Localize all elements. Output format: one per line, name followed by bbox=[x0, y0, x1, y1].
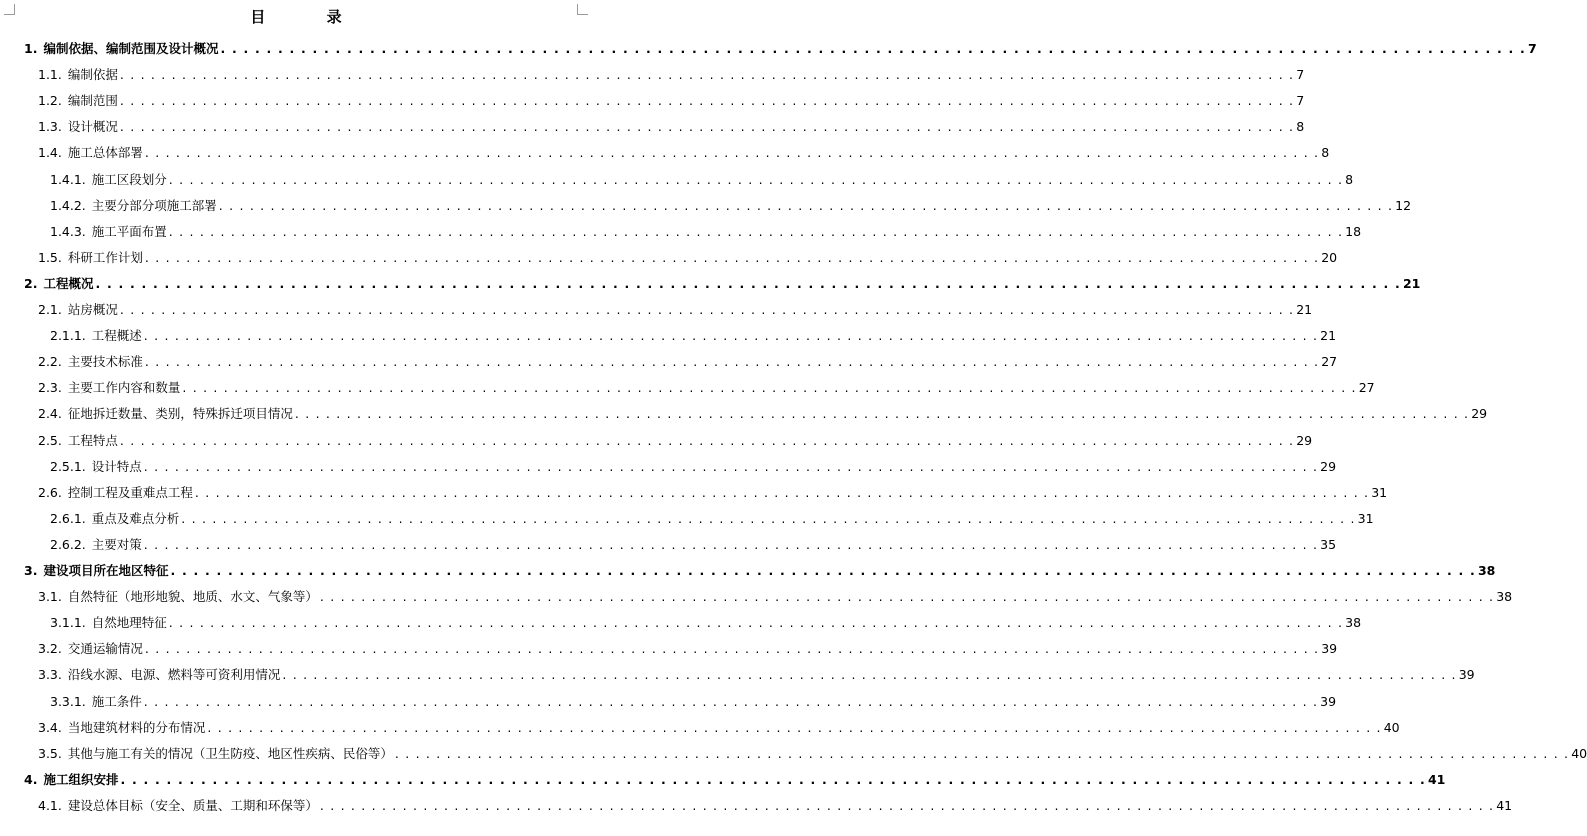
toc-entry-number: 3.5. bbox=[38, 745, 62, 761]
dot-leader: . . . . . . . . . . . . . . . . . . . . . . . . . . . . . . . . . . . . . . . . . . . . . . . . . . . . . . . . . . . . . . . . . . . . . . . . . . . . . . . . . . . . . . . . . . . . . . . . . . . . . . . . . . . . . . . . . . bbox=[144, 354, 1320, 370]
toc-entry-number: 3.3.1. bbox=[50, 693, 86, 709]
toc-entry-number: 4. bbox=[24, 771, 38, 787]
toc-entry-text: 站房概况 bbox=[67, 302, 118, 317]
toc-entry-number: 2.5. bbox=[38, 432, 62, 448]
toc-entry-text: 自然特征（地形地貌、地质、水文、气象等） bbox=[67, 589, 318, 605]
dot-leader: . . . . . . . . . . . . . . . . . . . . . . . . . . . . . . . . . . . . . . . . . . . . . . . . . . . . . . . . . . . . . . . . . . . . . . . . . . . . . . . . . . . . . . . . . . . . . . . . . . . . . . . . . . . . . . . . . . bbox=[95, 275, 1401, 291]
toc-entry[interactable] bbox=[50, 612, 1362, 634]
toc-entry-text: 主要技术标准 bbox=[67, 354, 143, 370]
toc-entry-text: 主要工作内容和数量 bbox=[67, 380, 181, 396]
toc-entry[interactable] bbox=[38, 247, 1338, 269]
toc-entry[interactable] bbox=[50, 534, 1337, 556]
toc-entry-text: 其他与施工有关的情况（卫生防疫、地区性疾病、民俗等） bbox=[67, 745, 393, 761]
toc-entry-page: 38 bbox=[1496, 589, 1513, 605]
toc-entry-page: 21 bbox=[1402, 275, 1421, 291]
toc-entry-number: 1.4.3. bbox=[50, 223, 86, 239]
toc-title: 目 录 bbox=[250, 8, 370, 26]
toc-entry-number: 2.3. bbox=[38, 380, 62, 396]
toc-entry[interactable] bbox=[38, 743, 1587, 765]
dot-leader: . . . . . . . . . . . . . . . . . . . . . . . . . . . . . . . . . . . . . . . . . . . . . . . . . . . . . . . . . . . . . . . . . . . . . . . . . . . . . . . . . . . . . . . . . . . . . . . . . . . . . . . . . . . . . . . . . . bbox=[119, 93, 1295, 109]
toc-entry-page: 8 bbox=[1321, 145, 1330, 161]
toc-entry-text: 工程概况 bbox=[43, 275, 94, 291]
toc-entry[interactable] bbox=[50, 691, 1337, 713]
toc-entry-page: 29 bbox=[1296, 432, 1313, 448]
toc-entry[interactable] bbox=[38, 430, 1313, 452]
toc-entry[interactable] bbox=[38, 403, 1488, 425]
toc-entry-page: 12 bbox=[1395, 197, 1412, 213]
toc-entry-text: 建设总体目标（安全、质量、工期和环保等） bbox=[67, 797, 318, 813]
toc-entry-text: 科研工作计划 bbox=[67, 249, 143, 265]
toc-entry-number: 2.6. bbox=[38, 484, 62, 500]
toc-entry-page: 21 bbox=[1296, 302, 1313, 317]
toc-entry[interactable] bbox=[38, 116, 1305, 138]
toc-entry-text: 建设项目所在地区特征 bbox=[43, 563, 169, 578]
toc-entry-page: 39 bbox=[1320, 693, 1337, 709]
toc-entry-text: 工程特点 bbox=[67, 432, 118, 448]
dot-leader: . . . . . . . . . . . . . . . . . . . . . . . . . . . . . . . . . . . . . . . . . . . . . . . . . . . . . . . . . . . . . . . . . . . . . . . . . . . . . . . . . . . . . . . . . . . . . . . . . . . . . . . . . . . . . . . . . . bbox=[144, 145, 1320, 161]
toc-entry-number: 1.5. bbox=[38, 249, 62, 265]
toc-entry-number: 3.1. bbox=[38, 589, 62, 605]
toc-entry-text: 编制依据、编制范围及设计概况 bbox=[43, 41, 219, 56]
dot-leader: . . . . . . . . . . . . . . . . . . . . . . . . . . . . . . . . . . . . . . . . . . . . . . . . . . . . . . . . . . . . . . . . . . . . . . . . . . . . . . . . . . . . . . . . . . . . . . . . . . . . . . . . . . . . . . . . . . bbox=[170, 563, 1476, 578]
toc-entry-text: 征地拆迁数量、类别，特殊拆迁项目情况 bbox=[67, 406, 293, 422]
dot-leader: . . . . . . . . . . . . . . . . . . . . . . . . . . . . . . . . . . . . . . . . . . . . . . . . . . . . . . . . . . . . . . . . . . . . . . . . . . . . . . . . . . . . . . . . . . . . . . . . . . . . . . . . . . . . . . . . . . bbox=[119, 302, 1295, 317]
toc-entry-text: 工程概述 bbox=[91, 328, 142, 344]
dot-leader: . . . . . . . . . . . . . . . . . . . . . . . . . . . . . . . . . . . . . . . . . . . . . . . . . . . . . . . . . . . . . . . . . . . . . . . . . . . . . . . . . . . . . . . . . . . . . . . . . . . . . . . . . . . . . . . . . . bbox=[319, 589, 1495, 605]
toc-entry[interactable] bbox=[24, 769, 1446, 791]
toc-entry[interactable] bbox=[50, 195, 1412, 217]
toc-entry-text: 施工总体部署 bbox=[67, 145, 143, 161]
toc-entry-page: 8 bbox=[1345, 171, 1354, 187]
toc-entry-page: 20 bbox=[1321, 249, 1338, 265]
toc-entry-text: 施工组织安排 bbox=[43, 771, 119, 787]
toc-entry[interactable] bbox=[50, 221, 1362, 243]
toc-entry-page: 31 bbox=[1357, 510, 1374, 526]
toc-entry-number: 1.4.1. bbox=[50, 171, 86, 187]
toc-entry-page: 40 bbox=[1571, 745, 1587, 761]
toc-entry[interactable] bbox=[38, 64, 1305, 86]
toc-entry-text: 沿线水源、电源、燃料等可资利用情况 bbox=[67, 667, 281, 683]
dot-leader: . . . . . . . . . . . . . . . . . . . . . . . . . . . . . . . . . . . . . . . . . . . . . . . . . . . . . . . . . . . . . . . . . . . . . . . . . . . . . . . . . . . . . . . . . . . . . . . . . . . . . . . . . . . . . . . . . . bbox=[143, 536, 1319, 552]
toc-entry[interactable] bbox=[38, 351, 1338, 373]
toc-entry-number: 3.2. bbox=[38, 641, 62, 657]
toc-entry-number: 2.5.1. bbox=[50, 458, 86, 474]
dot-leader: . . . . . . . . . . . . . . . . . . . . . . . . . . . . . . . . . . . . . . . . . . . . . . . . . . . . . . . . . . . . . . . . . . . . . . . . . . . . . . . . . . . . . . . . . . . . . . . . . . . . . . . . . . . . . . . . . . bbox=[168, 615, 1344, 631]
toc-entry-number: 1. bbox=[24, 41, 38, 56]
dot-leader: . . . . . . . . . . . . . . . . . . . . . . . . . . . . . . . . . . . . . . . . . . . . . . . . . . . . . . . . . . . . . . . . . . . . . . . . . . . . . . . . . . . . . . . . . . . . . . . . . . . . . . . . . . . . . . . . . . bbox=[182, 380, 1357, 396]
toc-entry-text: 施工条件 bbox=[91, 693, 142, 709]
toc-entry-text: 主要对策 bbox=[91, 536, 142, 552]
toc-entry[interactable] bbox=[50, 325, 1337, 347]
toc-entry[interactable] bbox=[38, 90, 1305, 112]
toc-entry-text: 设计特点 bbox=[91, 458, 142, 474]
dot-leader: . . . . . . . . . . . . . . . . . . . . . . . . . . . . . . . . . . . . . . . . . . . . . . . . . . . . . . . . . . . . . . . . . . . . . . . . . . . . . . . . . . . . . . . . . . . . . . . . . . . . . . . . . . . . . . . . . . bbox=[143, 458, 1319, 474]
toc-entry-page: 27 bbox=[1321, 354, 1338, 370]
toc-entry[interactable] bbox=[38, 142, 1330, 164]
toc-entry-text: 自然地理特征 bbox=[91, 615, 167, 631]
toc-entry-number: 2.1. bbox=[38, 302, 62, 317]
toc-entry[interactable] bbox=[50, 456, 1337, 478]
dot-leader: . . . . . . . . . . . . . . . . . . . . . . . . . . . . . . . . . . . . . . . . . . . . . . . . . . . . . . . . . . . . . . . . . . . . . . . . . . . . . . . . . . . . . . . . . . . . . . . . . . . . . . . . . . . . . . . . . . bbox=[143, 328, 1319, 344]
dot-leader: . . . . . . . . . . . . . . . . . . . . . . . . . . . . . . . . . . . . . . . . . . . . . . . . . . . . . . . . . . . . . . . . . . . . . . . . . . . . . . . . . . . . . . . . . . . . . . . . . . . . . . . . . . . . . . . . . . bbox=[144, 249, 1320, 265]
dot-leader: . . . . . . . . . . . . . . . . . . . . . . . . . . . . . . . . . . . . . . . . . . . . . . . . . . . . . . . . . . . . . . . . . . . . . . . . . . . . . . . . . . . . . . . . . . . . . . . . . . . . . . . . . . . . . . . . . . bbox=[143, 693, 1319, 709]
toc-entry-number: 2.6.2. bbox=[50, 536, 86, 552]
dot-leader: . . . . . . . . . . . . . . . . . . . . . . . . . . . . . . . . . . . . . . . . . . . . . . . . . . . . . . . . . . . . . . . . . . . . . . . . . . . . . . . . . . . . . . . . . . . . . . . . . . . . . . . . . . . . . . . . . . bbox=[220, 41, 1526, 56]
toc-entry-text: 编制依据 bbox=[67, 67, 118, 83]
toc-entry[interactable] bbox=[24, 273, 1421, 295]
toc-entry-page: 35 bbox=[1320, 536, 1337, 552]
toc-entry-page: 8 bbox=[1296, 119, 1305, 135]
toc-entry-number: 2.1.1. bbox=[50, 328, 86, 344]
dot-leader: . . . . . . . . . . . . . . . . . . . . . . . . . . . . . . . . . . . . . . . . . . . . . . . . . . . . . . . . . . . . . . . . . . . . . . . . . . . . . . . . . . . . . . . . . . . . . . . . . . . . . . . . . . . . . . . . . . bbox=[394, 745, 1570, 761]
toc-entry-number: 2.4. bbox=[38, 406, 62, 422]
dot-leader: . . . . . . . . . . . . . . . . . . . . . . . . . . . . . . . . . . . . . . . . . . . . . . . . . . . . . . . . . . . . . . . . . . . . . . . . . . . . . . . . . . . . . . . . . . . . . . . . . . . . . . . . . . . . . . . . . . bbox=[194, 484, 1370, 500]
dot-leader: . . . . . . . . . . . . . . . . . . . . . . . . . . . . . . . . . . . . . . . . . . . . . . . . . . . . . . . . . . . . . . . . . . . . . . . . . . . . . . . . . . . . . . . . . . . . . . . . . . . . . . . . . . . . . . . . . . bbox=[119, 119, 1295, 135]
dot-leader: . . . . . . . . . . . . . . . . . . . . . . . . . . . . . . . . . . . . . . . . . . . . . . . . . . . . . . . . . . . . . . . . . . . . . . . . . . . . . . . . . . . . . . . . . . . . . . . . . . . . . . . . . . . . . . . . . . bbox=[218, 197, 1394, 213]
toc-entry[interactable] bbox=[38, 299, 1313, 321]
toc-entry-number: 3.4. bbox=[38, 719, 62, 735]
toc-entry-text: 施工平面布置 bbox=[91, 223, 167, 239]
toc-entry[interactable] bbox=[38, 664, 1475, 686]
toc-entry-text: 设计概况 bbox=[67, 119, 118, 135]
dot-leader: . . . . . . . . . . . . . . . . . . . . . . . . . . . . . . . . . . . . . . . . . . . . . . . . . . . . . . . . . . . . . . . . . . . . . . . . . . . . . . . . . . . . . . . . . . . . . . . . . . . . . . . . . . . . . . . . . . bbox=[168, 223, 1344, 239]
dot-leader: . . . . . . . . . . . . . . . . . . . . . . . . . . . . . . . . . . . . . . . . . . . . . . . . . . . . . . . . . . . . . . . . . . . . . . . . . . . . . . . . . . . . . . . . . . . . . . . . . . . . . . . . . . . . . . . . . . bbox=[120, 771, 1426, 787]
dot-leader: . . . . . . . . . . . . . . . . . . . . . . . . . . . . . . . . . . . . . . . . . . . . . . . . . . . . . . . . . . . . . . . . . . . . . . . . . . . . . . . . . . . . . . . . . . . . . . . . . . . . . . . . . . . . . . . . . . bbox=[119, 67, 1295, 83]
toc-entry-page: 21 bbox=[1320, 328, 1337, 344]
toc-entry-number: 3.1.1. bbox=[50, 615, 86, 631]
toc-entry[interactable] bbox=[50, 508, 1374, 530]
toc-entry[interactable] bbox=[24, 38, 1537, 60]
toc-entry-page: 41 bbox=[1427, 771, 1446, 787]
toc-entry-page: 31 bbox=[1371, 484, 1388, 500]
toc-entry[interactable] bbox=[38, 586, 1513, 608]
toc-entry-number: 2. bbox=[24, 275, 38, 291]
toc-entry-page: 41 bbox=[1496, 797, 1513, 813]
toc-entry-page: 18 bbox=[1345, 223, 1362, 239]
dot-leader: . . . . . . . . . . . . . . . . . . . . . . . . . . . . . . . . . . . . . . . . . . . . . . . . . . . . . . . . . . . . . . . . . . . . . . . . . . . . . . . . . . . . . . . . . . . . . . . . . . . . . . . . . . . . . . . . . . bbox=[181, 510, 1356, 526]
toc-entry-text: 主要分部分项施工部署 bbox=[91, 197, 217, 213]
toc-entry-number: 1.4. bbox=[38, 145, 62, 161]
dot-leader: . . . . . . . . . . . . . . . . . . . . . . . . . . . . . . . . . . . . . . . . . . . . . . . . . . . . . . . . . . . . . . . . . . . . . . . . . . . . . . . . . . . . . . . . . . . . . . . . . . . . . . . . . . . . . . . . . . bbox=[207, 719, 1382, 735]
toc-entry-number: 1.3. bbox=[38, 119, 62, 135]
toc-entry-page: 40 bbox=[1383, 719, 1400, 735]
toc-entry-page: 29 bbox=[1471, 406, 1488, 422]
toc-entry-text: 施工区段划分 bbox=[91, 171, 167, 187]
dot-leader: . . . . . . . . . . . . . . . . . . . . . . . . . . . . . . . . . . . . . . . . . . . . . . . . . . . . . . . . . . . . . . . . . . . . . . . . . . . . . . . . . . . . . . . . . . . . . . . . . . . . . . . . . . . . . . . . . . bbox=[294, 406, 1470, 422]
toc-entry[interactable] bbox=[50, 169, 1354, 191]
dot-leader: . . . . . . . . . . . . . . . . . . . . . . . . . . . . . . . . . . . . . . . . . . . . . . . . . . . . . . . . . . . . . . . . . . . . . . . . . . . . . . . . . . . . . . . . . . . . . . . . . . . . . . . . . . . . . . . . . . bbox=[319, 797, 1495, 813]
toc-entry-text: 重点及难点分析 bbox=[91, 510, 180, 526]
toc-entry-number: 2.6.1. bbox=[50, 510, 86, 526]
toc-entry[interactable] bbox=[38, 638, 1338, 660]
toc-entry-page: 38 bbox=[1477, 563, 1496, 578]
toc-entry-number: 3. bbox=[24, 563, 38, 578]
toc-entry[interactable] bbox=[38, 482, 1388, 504]
toc-entry-page: 38 bbox=[1345, 615, 1362, 631]
toc-entry[interactable] bbox=[24, 560, 1496, 582]
toc-entry-text: 编制范围 bbox=[67, 93, 118, 109]
toc-entry[interactable] bbox=[38, 795, 1513, 817]
toc-entry-number: 1.4.2. bbox=[50, 197, 86, 213]
toc-entry-page: 7 bbox=[1296, 67, 1305, 83]
toc-entry-number: 4.1. bbox=[38, 797, 62, 813]
dot-leader: . . . . . . . . . . . . . . . . . . . . . . . . . . . . . . . . . . . . . . . . . . . . . . . . . . . . . . . . . . . . . . . . . . . . . . . . . . . . . . . . . . . . . . . . . . . . . . . . . . . . . . . . . . . . . . . . . . bbox=[144, 641, 1320, 657]
toc-entry-text: 交通运输情况 bbox=[67, 641, 143, 657]
toc-entry-page: 7 bbox=[1296, 93, 1305, 109]
toc-entry[interactable] bbox=[38, 377, 1375, 399]
toc-entry-number: 2.2. bbox=[38, 354, 62, 370]
toc-entry-text: 当地建筑材料的分布情况 bbox=[67, 719, 206, 735]
toc-entry-page: 29 bbox=[1320, 458, 1337, 474]
toc-entry-page: 39 bbox=[1321, 641, 1338, 657]
toc-entry-number: 1.1. bbox=[38, 67, 62, 83]
dot-leader: . . . . . . . . . . . . . . . . . . . . . . . . . . . . . . . . . . . . . . . . . . . . . . . . . . . . . . . . . . . . . . . . . . . . . . . . . . . . . . . . . . . . . . . . . . . . . . . . . . . . . . . . . . . . . . . . . . bbox=[282, 667, 1457, 683]
toc-entry-number: 3.3. bbox=[38, 667, 62, 683]
dot-leader: . . . . . . . . . . . . . . . . . . . . . . . . . . . . . . . . . . . . . . . . . . . . . . . . . . . . . . . . . . . . . . . . . . . . . . . . . . . . . . . . . . . . . . . . . . . . . . . . . . . . . . . . . . . . . . . . . . bbox=[119, 432, 1295, 448]
toc-entry-text: 控制工程及重难点工程 bbox=[67, 484, 193, 500]
toc-entry-page: 39 bbox=[1458, 667, 1475, 683]
toc-entry-page: 7 bbox=[1527, 41, 1537, 56]
toc-entry-number: 1.2. bbox=[38, 93, 62, 109]
toc-entry-page: 27 bbox=[1358, 380, 1375, 396]
toc-entry[interactable] bbox=[38, 717, 1400, 739]
dot-leader: . . . . . . . . . . . . . . . . . . . . . . . . . . . . . . . . . . . . . . . . . . . . . . . . . . . . . . . . . . . . . . . . . . . . . . . . . . . . . . . . . . . . . . . . . . . . . . . . . . . . . . . . . . . . . . . . . . bbox=[168, 171, 1344, 187]
